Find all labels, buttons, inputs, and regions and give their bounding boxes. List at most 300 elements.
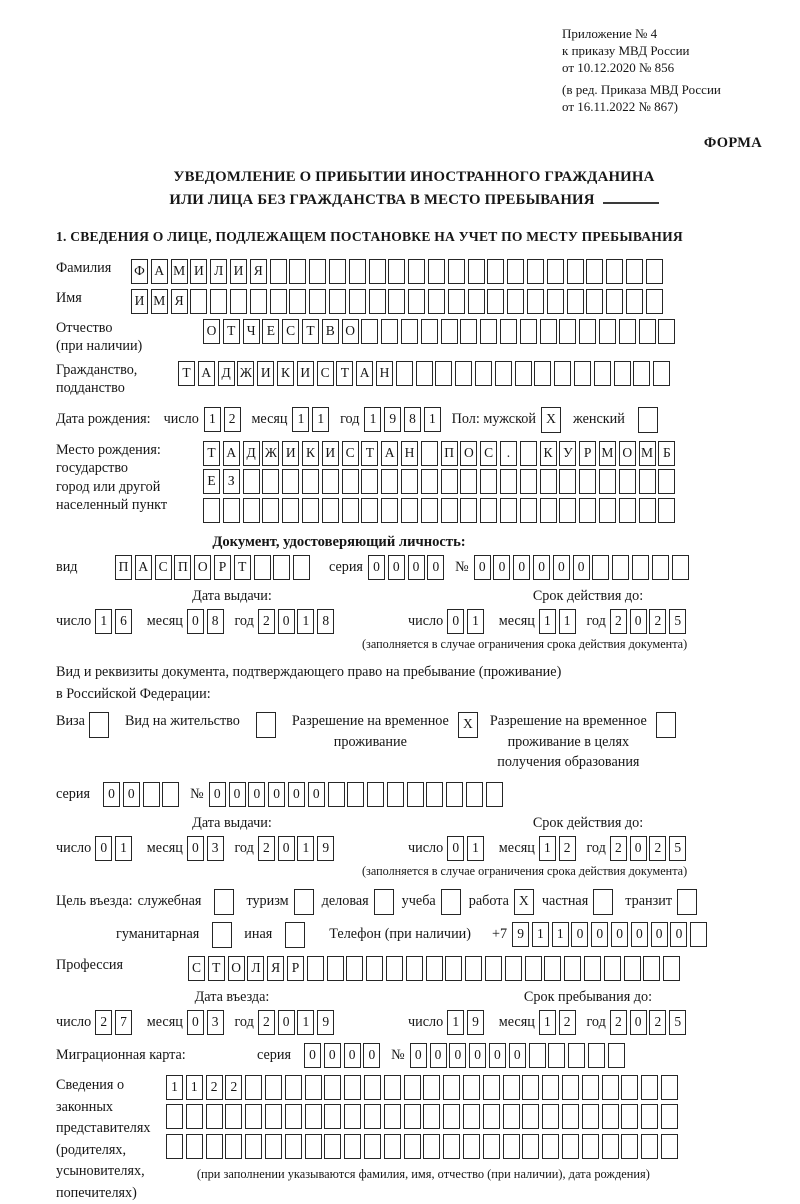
form-cell[interactable] (441, 889, 461, 915)
form-cell[interactable] (421, 319, 438, 344)
form-cell[interactable] (344, 1104, 361, 1129)
form-cell[interactable]: И (131, 289, 148, 314)
form-cell[interactable] (480, 469, 497, 494)
form-cell[interactable]: 1 (532, 922, 549, 947)
form-cell[interactable] (480, 319, 497, 344)
form-cell[interactable] (401, 498, 418, 523)
form-cell[interactable] (285, 922, 305, 948)
form-cell[interactable] (505, 956, 522, 981)
form-cell[interactable] (166, 1104, 183, 1129)
form-cell[interactable] (599, 469, 616, 494)
form-cell[interactable] (245, 1134, 262, 1159)
form-cell[interactable]: 8 (317, 609, 334, 634)
form-cell[interactable] (305, 1075, 322, 1100)
form-cell[interactable]: 1 (539, 1010, 556, 1035)
form-cell[interactable]: С (188, 956, 205, 981)
form-cell[interactable] (443, 1104, 460, 1129)
form-cell[interactable] (305, 1134, 322, 1159)
form-cell[interactable] (485, 956, 502, 981)
form-cell[interactable] (324, 1134, 341, 1159)
form-cell[interactable] (388, 259, 405, 284)
form-cell[interactable] (483, 1104, 500, 1129)
form-cell[interactable]: 0 (363, 1043, 380, 1068)
form-cell[interactable] (322, 469, 339, 494)
form-cell[interactable]: 3 (207, 836, 224, 861)
form-cell[interactable]: О (460, 441, 477, 466)
form-cell[interactable] (460, 469, 477, 494)
form-cell[interactable] (166, 1134, 183, 1159)
form-cell[interactable]: 1 (312, 407, 329, 432)
form-cell[interactable] (619, 469, 636, 494)
form-cell[interactable] (243, 469, 260, 494)
form-cell[interactable] (483, 1134, 500, 1159)
form-cell[interactable] (448, 289, 465, 314)
form-cell[interactable] (503, 1075, 520, 1100)
form-cell[interactable] (407, 782, 424, 807)
form-cell[interactable] (428, 259, 445, 284)
form-cell[interactable] (223, 498, 240, 523)
form-cell[interactable] (540, 469, 557, 494)
form-cell[interactable] (404, 1134, 421, 1159)
form-cell[interactable]: 1 (297, 1010, 314, 1035)
form-cell[interactable] (602, 1075, 619, 1100)
form-cell[interactable]: Е (203, 469, 220, 494)
form-cell[interactable] (361, 498, 378, 523)
form-cell[interactable] (396, 361, 413, 386)
form-cell[interactable]: 0 (368, 555, 385, 580)
form-cell[interactable] (621, 1104, 638, 1129)
form-cell[interactable] (329, 289, 346, 314)
form-cell[interactable]: 1 (424, 407, 441, 432)
form-cell[interactable] (423, 1134, 440, 1159)
form-cell[interactable]: Т (336, 361, 353, 386)
form-cell[interactable] (230, 289, 247, 314)
form-cell[interactable] (349, 259, 366, 284)
form-cell[interactable] (579, 319, 596, 344)
form-cell[interactable] (503, 1134, 520, 1159)
form-cell[interactable]: 0 (449, 1043, 466, 1068)
form-cell[interactable]: Д (218, 361, 235, 386)
form-cell[interactable]: 9 (512, 922, 529, 947)
form-cell[interactable] (540, 319, 557, 344)
form-cell[interactable] (282, 469, 299, 494)
form-cell[interactable]: 1 (292, 407, 309, 432)
form-cell[interactable]: И (230, 259, 247, 284)
form-cell[interactable]: С (282, 319, 299, 344)
form-cell[interactable] (455, 361, 472, 386)
form-cell[interactable]: 1 (467, 836, 484, 861)
form-cell[interactable] (254, 555, 271, 580)
form-cell[interactable] (423, 1104, 440, 1129)
form-cell[interactable] (441, 319, 458, 344)
form-cell[interactable] (690, 922, 707, 947)
form-cell[interactable] (162, 782, 179, 807)
form-cell[interactable]: 1 (539, 836, 556, 861)
form-cell[interactable]: 3 (207, 1010, 224, 1035)
form-cell[interactable] (619, 319, 636, 344)
form-cell[interactable]: Я (267, 956, 284, 981)
form-cell[interactable] (641, 1075, 658, 1100)
form-cell[interactable] (486, 782, 503, 807)
form-cell[interactable]: 2 (225, 1075, 242, 1100)
form-cell[interactable]: Т (361, 441, 378, 466)
form-cell[interactable]: Ж (237, 361, 254, 386)
form-cell[interactable] (225, 1104, 242, 1129)
form-cell[interactable] (574, 361, 591, 386)
form-cell[interactable]: Б (658, 441, 675, 466)
form-cell[interactable]: А (135, 555, 152, 580)
form-cell[interactable]: 0 (509, 1043, 526, 1068)
form-cell[interactable] (544, 956, 561, 981)
form-cell[interactable] (387, 782, 404, 807)
form-cell[interactable]: 0 (651, 922, 668, 947)
form-cell[interactable]: 1 (447, 1010, 464, 1035)
form-cell[interactable] (559, 498, 576, 523)
form-cell[interactable]: П (174, 555, 191, 580)
form-cell[interactable]: 0 (631, 922, 648, 947)
form-cell[interactable] (421, 498, 438, 523)
form-cell[interactable] (364, 1104, 381, 1129)
form-cell[interactable]: 1 (204, 407, 221, 432)
form-cell[interactable] (463, 1075, 480, 1100)
form-cell[interactable]: У (559, 441, 576, 466)
form-cell[interactable] (273, 555, 290, 580)
form-cell[interactable]: О (619, 441, 636, 466)
form-cell[interactable] (404, 1104, 421, 1129)
form-cell[interactable] (386, 956, 403, 981)
form-cell[interactable] (265, 1075, 282, 1100)
form-cell[interactable] (342, 498, 359, 523)
form-cell[interactable] (206, 1104, 223, 1129)
form-cell[interactable]: О (342, 319, 359, 344)
form-cell[interactable] (626, 259, 643, 284)
form-cell[interactable]: 0 (571, 922, 588, 947)
form-cell[interactable]: 2 (258, 1010, 275, 1035)
form-cell[interactable]: Р (579, 441, 596, 466)
form-cell[interactable] (639, 498, 656, 523)
form-cell[interactable] (646, 259, 663, 284)
form-cell[interactable]: 0 (427, 555, 444, 580)
form-cell[interactable] (307, 956, 324, 981)
form-cell[interactable] (366, 956, 383, 981)
form-cell[interactable] (428, 289, 445, 314)
form-cell[interactable] (487, 259, 504, 284)
form-cell[interactable] (250, 289, 267, 314)
form-cell[interactable] (289, 289, 306, 314)
form-cell[interactable] (584, 956, 601, 981)
form-cell[interactable]: 0 (630, 1010, 647, 1035)
form-cell[interactable]: Я (171, 289, 188, 314)
form-cell[interactable]: 1 (297, 836, 314, 861)
form-cell[interactable]: С (155, 555, 172, 580)
form-cell[interactable]: 5 (669, 609, 686, 634)
form-cell[interactable] (599, 498, 616, 523)
form-cell[interactable]: 0 (513, 555, 530, 580)
form-cell[interactable]: Ж (262, 441, 279, 466)
form-cell[interactable] (515, 361, 532, 386)
form-cell[interactable]: 2 (258, 836, 275, 861)
form-cell[interactable] (327, 956, 344, 981)
form-cell[interactable]: И (257, 361, 274, 386)
form-cell[interactable] (594, 361, 611, 386)
form-cell[interactable] (441, 469, 458, 494)
form-cell[interactable] (324, 1104, 341, 1129)
form-cell[interactable] (520, 498, 537, 523)
form-cell[interactable]: 2 (610, 1010, 627, 1035)
form-cell[interactable] (639, 319, 656, 344)
form-cell[interactable] (641, 1104, 658, 1129)
form-cell[interactable] (633, 361, 650, 386)
form-cell[interactable]: 0 (248, 782, 265, 807)
form-cell[interactable] (270, 259, 287, 284)
form-cell[interactable] (652, 555, 669, 580)
form-cell[interactable] (588, 1043, 605, 1068)
form-cell[interactable]: 0 (95, 836, 112, 861)
form-cell[interactable] (245, 1075, 262, 1100)
form-cell[interactable] (527, 259, 544, 284)
form-cell[interactable] (646, 289, 663, 314)
form-cell[interactable] (465, 956, 482, 981)
form-cell[interactable] (542, 1075, 559, 1100)
form-cell[interactable]: 5 (669, 1010, 686, 1035)
form-cell[interactable] (653, 361, 670, 386)
form-cell[interactable]: М (171, 259, 188, 284)
form-cell[interactable]: 0 (533, 555, 550, 580)
form-cell[interactable]: X (458, 712, 478, 738)
form-cell[interactable]: 2 (649, 836, 666, 861)
form-cell[interactable] (282, 498, 299, 523)
form-cell[interactable] (562, 1075, 579, 1100)
form-cell[interactable] (463, 1104, 480, 1129)
form-cell[interactable]: С (342, 441, 359, 466)
form-cell[interactable] (441, 498, 458, 523)
form-cell[interactable] (423, 1075, 440, 1100)
form-cell[interactable] (381, 469, 398, 494)
form-cell[interactable] (367, 782, 384, 807)
form-cell[interactable] (186, 1134, 203, 1159)
form-cell[interactable] (369, 289, 386, 314)
form-cell[interactable]: 2 (559, 1010, 576, 1035)
form-cell[interactable] (342, 469, 359, 494)
form-cell[interactable] (641, 1134, 658, 1159)
form-cell[interactable]: 8 (207, 609, 224, 634)
form-cell[interactable] (446, 782, 463, 807)
form-cell[interactable] (658, 319, 675, 344)
form-cell[interactable] (522, 1134, 539, 1159)
form-cell[interactable] (639, 469, 656, 494)
form-cell[interactable] (374, 889, 394, 915)
form-cell[interactable]: 1 (467, 609, 484, 634)
form-cell[interactable]: А (151, 259, 168, 284)
form-cell[interactable]: 0 (388, 555, 405, 580)
form-cell[interactable] (663, 956, 680, 981)
form-cell[interactable] (443, 1075, 460, 1100)
form-cell[interactable]: 0 (278, 836, 295, 861)
form-cell[interactable]: 0 (553, 555, 570, 580)
form-cell[interactable]: 0 (344, 1043, 361, 1068)
form-cell[interactable] (426, 782, 443, 807)
form-cell[interactable] (582, 1075, 599, 1100)
form-cell[interactable] (245, 1104, 262, 1129)
form-cell[interactable]: 0 (493, 555, 510, 580)
form-cell[interactable]: Р (287, 956, 304, 981)
form-cell[interactable] (567, 259, 584, 284)
form-cell[interactable]: И (322, 441, 339, 466)
form-cell[interactable]: 7 (115, 1010, 132, 1035)
form-cell[interactable] (206, 1134, 223, 1159)
form-cell[interactable] (677, 889, 697, 915)
form-cell[interactable]: О (194, 555, 211, 580)
form-cell[interactable] (294, 889, 314, 915)
form-cell[interactable]: 0 (611, 922, 628, 947)
form-cell[interactable] (285, 1104, 302, 1129)
form-cell[interactable]: К (277, 361, 294, 386)
form-cell[interactable]: 2 (206, 1075, 223, 1100)
form-cell[interactable] (302, 469, 319, 494)
form-cell[interactable] (658, 498, 675, 523)
form-cell[interactable] (426, 956, 443, 981)
form-cell[interactable] (445, 956, 462, 981)
form-cell[interactable]: 0 (288, 782, 305, 807)
form-cell[interactable]: С (480, 441, 497, 466)
form-cell[interactable] (626, 289, 643, 314)
form-cell[interactable] (361, 469, 378, 494)
form-cell[interactable] (529, 1043, 546, 1068)
form-cell[interactable] (593, 889, 613, 915)
form-cell[interactable] (262, 498, 279, 523)
form-cell[interactable] (270, 289, 287, 314)
form-cell[interactable]: 9 (467, 1010, 484, 1035)
form-cell[interactable] (256, 712, 276, 738)
form-cell[interactable] (582, 1134, 599, 1159)
form-cell[interactable] (203, 498, 220, 523)
form-cell[interactable]: О (203, 319, 220, 344)
form-cell[interactable]: 0 (268, 782, 285, 807)
form-cell[interactable]: А (356, 361, 373, 386)
form-cell[interactable]: 0 (573, 555, 590, 580)
form-cell[interactable] (602, 1104, 619, 1129)
form-cell[interactable]: К (540, 441, 557, 466)
form-cell[interactable]: Т (302, 319, 319, 344)
form-cell[interactable] (638, 407, 658, 433)
form-cell[interactable]: 1 (186, 1075, 203, 1100)
form-cell[interactable] (468, 259, 485, 284)
form-cell[interactable]: 0 (229, 782, 246, 807)
form-cell[interactable] (349, 289, 366, 314)
form-cell[interactable] (448, 259, 465, 284)
form-cell[interactable] (89, 712, 109, 738)
form-cell[interactable]: 2 (95, 1010, 112, 1035)
form-cell[interactable] (243, 498, 260, 523)
form-cell[interactable] (658, 469, 675, 494)
form-cell[interactable] (586, 289, 603, 314)
form-cell[interactable]: 9 (317, 836, 334, 861)
form-cell[interactable]: 2 (610, 836, 627, 861)
form-cell[interactable] (305, 1104, 322, 1129)
form-cell[interactable] (346, 956, 363, 981)
form-cell[interactable] (579, 469, 596, 494)
form-cell[interactable]: 0 (209, 782, 226, 807)
form-cell[interactable]: 0 (410, 1043, 427, 1068)
form-cell[interactable] (564, 956, 581, 981)
form-cell[interactable]: 0 (630, 609, 647, 634)
form-cell[interactable]: 9 (384, 407, 401, 432)
form-cell[interactable] (388, 289, 405, 314)
form-cell[interactable] (406, 956, 423, 981)
form-cell[interactable] (632, 555, 649, 580)
form-cell[interactable]: . (500, 441, 517, 466)
form-cell[interactable]: 0 (103, 782, 120, 807)
form-cell[interactable]: Я (250, 259, 267, 284)
form-cell[interactable]: А (381, 441, 398, 466)
form-cell[interactable] (466, 782, 483, 807)
form-cell[interactable] (401, 319, 418, 344)
form-cell[interactable]: З (223, 469, 240, 494)
form-cell[interactable]: X (541, 407, 561, 433)
form-cell[interactable]: 0 (670, 922, 687, 947)
form-cell[interactable] (547, 259, 564, 284)
form-cell[interactable] (643, 956, 660, 981)
form-cell[interactable]: 0 (187, 1010, 204, 1035)
form-cell[interactable]: 0 (591, 922, 608, 947)
form-cell[interactable] (614, 361, 631, 386)
form-cell[interactable]: С (317, 361, 334, 386)
form-cell[interactable]: 2 (224, 407, 241, 432)
form-cell[interactable] (606, 289, 623, 314)
form-cell[interactable]: 0 (308, 782, 325, 807)
form-cell[interactable] (302, 498, 319, 523)
form-cell[interactable]: К (302, 441, 319, 466)
form-cell[interactable]: О (228, 956, 245, 981)
form-cell[interactable]: 0 (187, 609, 204, 634)
form-cell[interactable] (408, 259, 425, 284)
form-cell[interactable]: Н (401, 441, 418, 466)
form-cell[interactable]: 0 (489, 1043, 506, 1068)
form-cell[interactable] (421, 469, 438, 494)
form-cell[interactable] (225, 1134, 242, 1159)
form-cell[interactable] (562, 1134, 579, 1159)
form-cell[interactable] (624, 956, 641, 981)
form-cell[interactable] (621, 1075, 638, 1100)
form-cell[interactable]: 1 (297, 609, 314, 634)
form-cell[interactable] (460, 498, 477, 523)
form-cell[interactable]: 1 (539, 609, 556, 634)
form-cell[interactable]: 0 (187, 836, 204, 861)
form-cell[interactable] (559, 319, 576, 344)
form-cell[interactable]: 0 (278, 1010, 295, 1035)
form-cell[interactable] (547, 289, 564, 314)
form-cell[interactable] (621, 1134, 638, 1159)
form-cell[interactable] (262, 469, 279, 494)
form-cell[interactable] (324, 1075, 341, 1100)
form-cell[interactable] (408, 289, 425, 314)
form-cell[interactable]: 2 (258, 609, 275, 634)
form-cell[interactable] (468, 289, 485, 314)
form-cell[interactable] (559, 469, 576, 494)
form-cell[interactable] (604, 956, 621, 981)
form-cell[interactable] (381, 319, 398, 344)
form-cell[interactable] (190, 289, 207, 314)
form-cell[interactable]: 0 (447, 836, 464, 861)
form-cell[interactable]: И (297, 361, 314, 386)
form-cell[interactable] (612, 555, 629, 580)
form-cell[interactable] (328, 782, 345, 807)
form-cell[interactable] (507, 289, 524, 314)
form-cell[interactable] (329, 259, 346, 284)
form-cell[interactable]: В (322, 319, 339, 344)
form-cell[interactable]: Л (210, 259, 227, 284)
form-cell[interactable]: Т (223, 319, 240, 344)
